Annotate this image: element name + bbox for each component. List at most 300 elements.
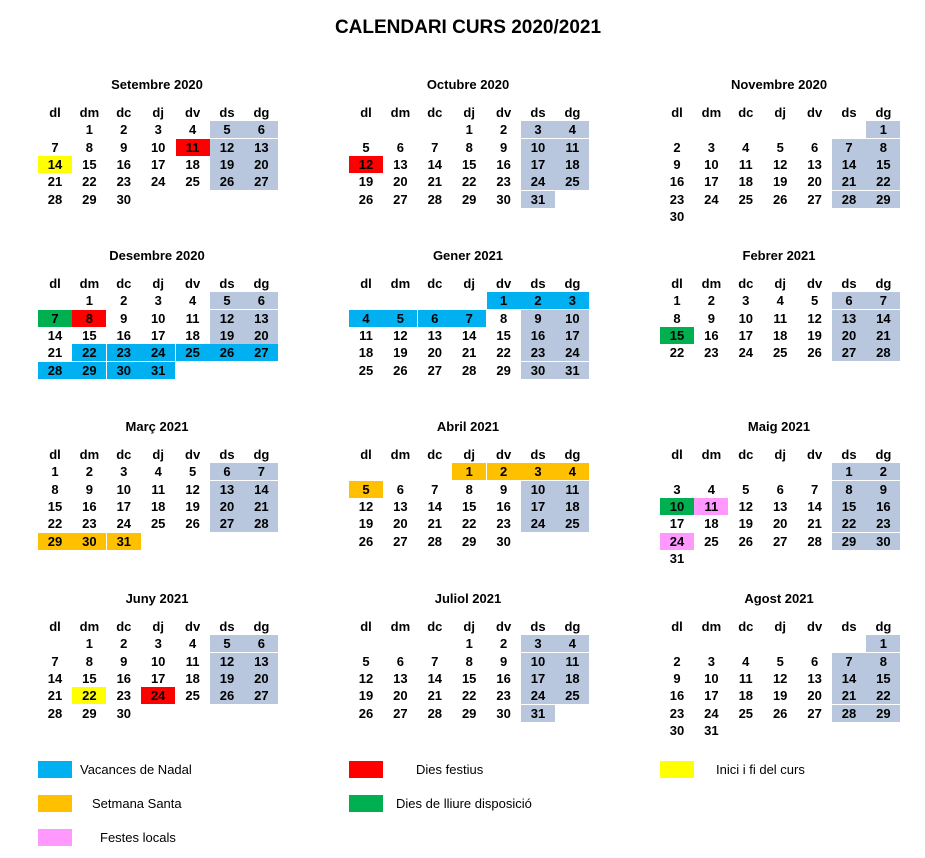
- day-cell: 15: [82, 670, 97, 686]
- day-cell: 1: [85, 122, 93, 138]
- day-cell: 15: [496, 327, 511, 343]
- day-cell: 3: [521, 463, 555, 480]
- day-cell: 23: [704, 345, 719, 361]
- day-cell: 24: [521, 173, 555, 190]
- day-cell: 12: [185, 481, 200, 497]
- day-cell: 21: [47, 174, 63, 190]
- weekday-header: dm: [390, 105, 411, 120]
- day-cell: 26: [210, 344, 244, 361]
- weekday-header: dj: [774, 276, 786, 291]
- day-cell: 17: [521, 670, 555, 687]
- day-cell: 23: [116, 688, 132, 704]
- day-cell: 17: [521, 156, 555, 173]
- day-cell: 24: [141, 687, 175, 704]
- weekday-header: dg: [253, 105, 270, 120]
- day-cell: 17: [704, 688, 719, 704]
- day-cell: 15: [461, 156, 477, 172]
- weekday-header: dc: [738, 276, 754, 291]
- day-cell: 25: [185, 688, 200, 704]
- day-cell: 28: [244, 515, 278, 532]
- weekday-header: dg: [253, 276, 270, 291]
- page-title: CALENDARI CURS 2020/2021: [334, 17, 602, 38]
- day-cell: 2: [120, 636, 128, 652]
- day-cell: 28: [427, 705, 443, 721]
- month-title: Març 2021: [125, 419, 189, 434]
- day-cell: 18: [555, 156, 589, 173]
- day-cell: 24: [116, 516, 132, 532]
- day-cell: 23: [107, 344, 141, 361]
- weekday-header: dm: [390, 447, 411, 462]
- day-cell: 26: [358, 191, 374, 207]
- day-cell: 8: [85, 139, 93, 155]
- day-cell: 9: [120, 653, 128, 669]
- day-cell: 31: [555, 362, 589, 379]
- day-cell: 12: [349, 156, 383, 173]
- day-cell: 3: [154, 636, 162, 652]
- day-cell: 19: [185, 498, 200, 514]
- weekday-header: dm: [701, 105, 722, 120]
- day-cell: 24: [738, 345, 754, 361]
- day-cell: 28: [807, 533, 822, 549]
- day-cell: 8: [465, 653, 473, 669]
- day-cell: 25: [555, 687, 589, 704]
- weekday-header: dl: [49, 447, 61, 462]
- month-title: Maig 2021: [747, 419, 811, 434]
- day-cell: 11: [176, 139, 210, 156]
- day-cell: 9: [521, 310, 555, 327]
- day-cell: 9: [499, 653, 508, 669]
- day-cell: 13: [807, 670, 822, 686]
- day-cell: 25: [738, 705, 754, 721]
- day-cell: 5: [383, 310, 417, 327]
- day-cell: 29: [832, 533, 866, 550]
- day-cell: 19: [393, 345, 408, 361]
- day-cell: 23: [82, 516, 97, 532]
- day-cell: 8: [72, 310, 106, 327]
- day-cell: 10: [521, 481, 555, 498]
- day-cell: 18: [185, 670, 200, 686]
- weekday-header: dg: [564, 447, 581, 462]
- day-cell: 14: [38, 156, 72, 173]
- day-cell: 12: [210, 139, 244, 156]
- day-cell: 14: [427, 670, 443, 686]
- day-cell: 26: [772, 705, 788, 721]
- weekday-header: dg: [564, 619, 581, 634]
- weekday-header: dm: [79, 447, 100, 462]
- day-cell: 9: [499, 139, 508, 155]
- weekday-header: dm: [79, 276, 100, 291]
- day-cell: 18: [150, 498, 166, 514]
- day-cell: 25: [555, 515, 589, 532]
- day-cell: 31: [704, 722, 719, 738]
- day-cell: 20: [393, 688, 408, 704]
- day-cell: 5: [776, 653, 784, 669]
- weekday-header: dc: [427, 619, 443, 634]
- day-cell: 27: [393, 191, 408, 207]
- day-cell: 18: [185, 327, 200, 343]
- day-cell: 1: [452, 463, 486, 480]
- day-cell: 14: [461, 327, 477, 343]
- weekday-header: dv: [496, 276, 512, 291]
- day-cell: 7: [866, 292, 900, 309]
- weekday-header: dj: [463, 105, 475, 120]
- day-cell: 10: [660, 498, 694, 515]
- weekday-header: dg: [253, 447, 270, 462]
- day-cell: 21: [244, 498, 278, 515]
- day-cell: 2: [673, 139, 681, 155]
- day-cell: 4: [707, 481, 715, 497]
- day-cell: 4: [776, 293, 784, 309]
- day-cell: 15: [47, 498, 63, 514]
- legend-label: Inici i fi del curs: [716, 762, 805, 777]
- day-cell: 30: [72, 533, 106, 550]
- day-cell: 18: [185, 156, 200, 172]
- day-cell: 18: [772, 327, 788, 343]
- day-cell: 1: [465, 122, 473, 138]
- day-cell: 3: [555, 292, 589, 309]
- day-cell: 22: [866, 173, 900, 190]
- weekday-header: dv: [807, 447, 823, 462]
- day-cell: 11: [738, 156, 753, 172]
- day-cell: 16: [521, 327, 555, 344]
- weekday-header: dv: [807, 105, 823, 120]
- day-cell: 6: [396, 481, 404, 497]
- weekday-header: dm: [701, 447, 722, 462]
- day-cell: 20: [807, 688, 822, 704]
- day-cell: 2: [866, 463, 900, 480]
- day-cell: 31: [107, 533, 141, 550]
- day-cell: 7: [810, 481, 819, 497]
- day-cell: 22: [496, 345, 511, 361]
- day-cell: 16: [82, 498, 97, 514]
- day-cell: 7: [244, 463, 278, 480]
- day-cell: 31: [669, 550, 685, 566]
- day-cell: 27: [807, 191, 822, 207]
- day-cell: 26: [738, 533, 754, 549]
- day-cell: 30: [107, 362, 141, 379]
- day-cell: 20: [393, 516, 408, 532]
- day-cell: 28: [47, 191, 63, 207]
- day-cell: 10: [150, 653, 166, 669]
- day-cell: 27: [393, 533, 408, 549]
- day-cell: 20: [244, 670, 278, 687]
- day-cell: 25: [176, 344, 210, 361]
- day-cell: 20: [244, 327, 278, 344]
- day-cell: 2: [120, 293, 128, 309]
- weekday-header: dl: [671, 619, 683, 634]
- day-cell: 20: [772, 516, 788, 532]
- weekday-header: ds: [530, 276, 546, 291]
- day-cell: 8: [85, 653, 93, 669]
- day-cell: 30: [669, 722, 685, 738]
- day-cell: 3: [707, 139, 715, 155]
- day-cell: 1: [85, 293, 93, 309]
- weekday-header: ds: [841, 276, 857, 291]
- day-cell: 9: [499, 481, 508, 497]
- day-cell: 21: [807, 516, 822, 532]
- day-cell: 28: [427, 191, 443, 207]
- weekday-header: dm: [390, 276, 411, 291]
- day-cell: 28: [38, 362, 72, 379]
- day-cell: 5: [210, 121, 244, 138]
- weekday-header: dc: [738, 105, 754, 120]
- day-cell: 20: [393, 174, 408, 190]
- day-cell: 9: [707, 310, 715, 326]
- weekday-header: dv: [496, 105, 512, 120]
- day-cell: 23: [521, 344, 555, 361]
- day-cell: 28: [47, 705, 63, 721]
- day-cell: 5: [810, 293, 819, 309]
- day-cell: 17: [669, 516, 685, 532]
- day-cell: 11: [738, 670, 753, 686]
- day-cell: 14: [807, 498, 822, 514]
- day-cell: 13: [244, 653, 278, 670]
- day-cell: 30: [669, 208, 685, 224]
- day-cell: 17: [738, 327, 754, 343]
- day-cell: 14: [244, 481, 278, 498]
- day-cell: 26: [185, 516, 200, 532]
- day-cell: 19: [358, 688, 374, 704]
- day-cell: 12: [210, 653, 244, 670]
- day-cell: 16: [704, 327, 719, 343]
- day-cell: 26: [358, 705, 374, 721]
- day-cell: 24: [521, 687, 555, 704]
- day-cell: 1: [673, 293, 681, 309]
- day-cell: 7: [431, 653, 439, 669]
- weekday-header: dg: [253, 619, 270, 634]
- day-cell: 10: [704, 670, 719, 686]
- day-cell: 27: [244, 687, 278, 704]
- day-cell: 10: [521, 139, 555, 156]
- day-cell: 4: [555, 121, 589, 138]
- day-cell: 11: [694, 498, 728, 515]
- day-cell: 19: [807, 327, 822, 343]
- day-cell: 25: [772, 345, 788, 361]
- day-cell: 2: [521, 292, 555, 309]
- day-cell: 10: [704, 156, 719, 172]
- day-cell: 15: [461, 670, 477, 686]
- day-cell: 17: [150, 156, 166, 172]
- day-cell: 12: [358, 670, 374, 686]
- day-cell: 8: [866, 139, 900, 156]
- weekday-header: dj: [463, 447, 475, 462]
- day-cell: 6: [210, 463, 244, 480]
- weekday-header: ds: [219, 447, 235, 462]
- day-cell: 22: [461, 516, 477, 532]
- day-cell: 9: [120, 139, 128, 155]
- day-cell: 21: [427, 688, 443, 704]
- day-cell: 14: [866, 310, 900, 327]
- day-cell: 25: [555, 173, 589, 190]
- day-cell: 29: [72, 362, 106, 379]
- weekday-header: dj: [152, 447, 164, 462]
- day-cell: 14: [427, 156, 443, 172]
- day-cell: 17: [116, 498, 132, 514]
- weekday-header: dc: [738, 619, 754, 634]
- day-cell: 29: [461, 191, 477, 207]
- day-cell: 25: [185, 174, 200, 190]
- day-cell: 14: [47, 327, 63, 343]
- legend-label: Dies de lliure disposició: [396, 796, 532, 811]
- day-cell: 21: [832, 173, 866, 190]
- day-cell: 3: [521, 635, 555, 652]
- day-cell: 17: [555, 327, 589, 344]
- day-cell: 8: [832, 481, 866, 498]
- weekday-header: dj: [152, 619, 164, 634]
- day-cell: 14: [832, 156, 866, 173]
- day-cell: 16: [866, 498, 900, 515]
- day-cell: 3: [742, 293, 750, 309]
- day-cell: 19: [210, 156, 244, 173]
- day-cell: 5: [210, 635, 244, 652]
- day-cell: 4: [742, 653, 750, 669]
- weekday-header: dl: [671, 447, 683, 462]
- day-cell: 4: [555, 463, 589, 480]
- weekday-header: dc: [116, 619, 132, 634]
- day-cell: 19: [358, 516, 374, 532]
- day-cell: 30: [496, 191, 511, 207]
- legend-swatch: [349, 761, 383, 778]
- day-cell: 23: [116, 174, 132, 190]
- day-cell: 9: [85, 481, 93, 497]
- day-cell: 12: [772, 670, 788, 686]
- day-cell: 12: [210, 310, 244, 327]
- day-cell: 1: [866, 121, 900, 138]
- day-cell: 29: [461, 533, 477, 549]
- day-cell: 10: [521, 653, 555, 670]
- day-cell: 24: [150, 174, 166, 190]
- day-cell: 11: [151, 481, 166, 497]
- weekday-header: dv: [496, 619, 512, 634]
- day-cell: 13: [807, 156, 822, 172]
- day-cell: 27: [807, 705, 822, 721]
- day-cell: 24: [521, 515, 555, 532]
- day-cell: 3: [154, 122, 162, 138]
- day-cell: 13: [244, 310, 278, 327]
- day-cell: 12: [772, 156, 788, 172]
- legend-label: Dies festius: [416, 762, 484, 777]
- day-cell: 14: [427, 498, 443, 514]
- day-cell: 29: [496, 362, 511, 378]
- month-title: Setembre 2020: [111, 77, 203, 92]
- weekday-header: ds: [530, 105, 546, 120]
- day-cell: 24: [660, 533, 694, 550]
- day-cell: 10: [150, 139, 166, 155]
- weekday-header: dv: [496, 447, 512, 462]
- day-cell: 23: [496, 516, 511, 532]
- day-cell: 23: [669, 191, 685, 207]
- weekday-header: dc: [427, 276, 443, 291]
- weekday-header: dg: [875, 447, 892, 462]
- month-title: Gener 2021: [432, 248, 504, 263]
- weekday-header: dl: [49, 276, 61, 291]
- day-cell: 6: [244, 121, 278, 138]
- weekday-header: dl: [671, 276, 683, 291]
- day-cell: 29: [38, 533, 72, 550]
- day-cell: 18: [738, 688, 754, 704]
- day-cell: 27: [244, 344, 278, 361]
- day-cell: 29: [82, 705, 97, 721]
- day-cell: 19: [772, 174, 788, 190]
- day-cell: 30: [521, 362, 555, 379]
- day-cell: 28: [461, 362, 477, 378]
- day-cell: 2: [499, 636, 508, 652]
- legend-swatch: [38, 761, 72, 778]
- day-cell: 7: [832, 139, 866, 156]
- day-cell: 25: [358, 362, 374, 378]
- day-cell: 29: [866, 191, 900, 208]
- day-cell: 2: [499, 122, 508, 138]
- day-cell: 22: [866, 687, 900, 704]
- day-cell: 11: [185, 310, 200, 326]
- weekday-header: dj: [774, 619, 786, 634]
- day-cell: 5: [188, 464, 197, 480]
- weekday-header: dm: [79, 619, 100, 634]
- legend-label: Setmana Santa: [92, 796, 182, 811]
- day-cell: 12: [358, 498, 374, 514]
- day-cell: 12: [393, 327, 408, 343]
- weekday-header: ds: [219, 276, 235, 291]
- day-cell: 19: [210, 670, 244, 687]
- legend-swatch: [38, 829, 72, 846]
- day-cell: 15: [660, 327, 694, 344]
- day-cell: 5: [362, 139, 370, 155]
- day-cell: 4: [349, 310, 383, 327]
- weekday-header: dl: [360, 276, 372, 291]
- day-cell: 15: [832, 498, 866, 515]
- day-cell: 1: [866, 635, 900, 652]
- day-cell: 27: [244, 173, 278, 190]
- day-cell: 27: [393, 705, 408, 721]
- day-cell: 30: [116, 705, 132, 721]
- day-cell: 1: [51, 464, 59, 480]
- weekday-header: dm: [79, 105, 100, 120]
- day-cell: 7: [38, 310, 72, 327]
- weekday-header: dc: [427, 105, 443, 120]
- day-cell: 10: [116, 481, 132, 497]
- day-cell: 14: [832, 670, 866, 687]
- day-cell: 10: [150, 310, 166, 326]
- day-cell: 19: [358, 174, 374, 190]
- day-cell: 9: [673, 156, 681, 172]
- weekday-header: dg: [875, 619, 892, 634]
- day-cell: 17: [150, 670, 166, 686]
- day-cell: 4: [188, 293, 197, 309]
- day-cell: 6: [396, 653, 404, 669]
- day-cell: 16: [496, 670, 511, 686]
- weekday-header: dm: [390, 619, 411, 634]
- day-cell: 28: [427, 533, 443, 549]
- day-cell: 18: [738, 174, 754, 190]
- day-cell: 4: [555, 635, 589, 652]
- day-cell: 11: [359, 327, 373, 343]
- weekday-header: dj: [463, 619, 475, 634]
- day-cell: 21: [832, 687, 866, 704]
- day-cell: 24: [704, 191, 719, 207]
- day-cell: 22: [72, 687, 106, 704]
- day-cell: 1: [487, 292, 521, 309]
- day-cell: 13: [393, 156, 408, 172]
- day-cell: 16: [496, 156, 511, 172]
- weekday-header: dj: [152, 105, 164, 120]
- weekday-header: dm: [701, 619, 722, 634]
- weekday-header: ds: [841, 619, 857, 634]
- day-cell: 4: [188, 122, 197, 138]
- day-cell: 22: [669, 345, 685, 361]
- day-cell: 16: [116, 327, 132, 343]
- day-cell: 18: [555, 670, 589, 687]
- day-cell: 23: [496, 688, 511, 704]
